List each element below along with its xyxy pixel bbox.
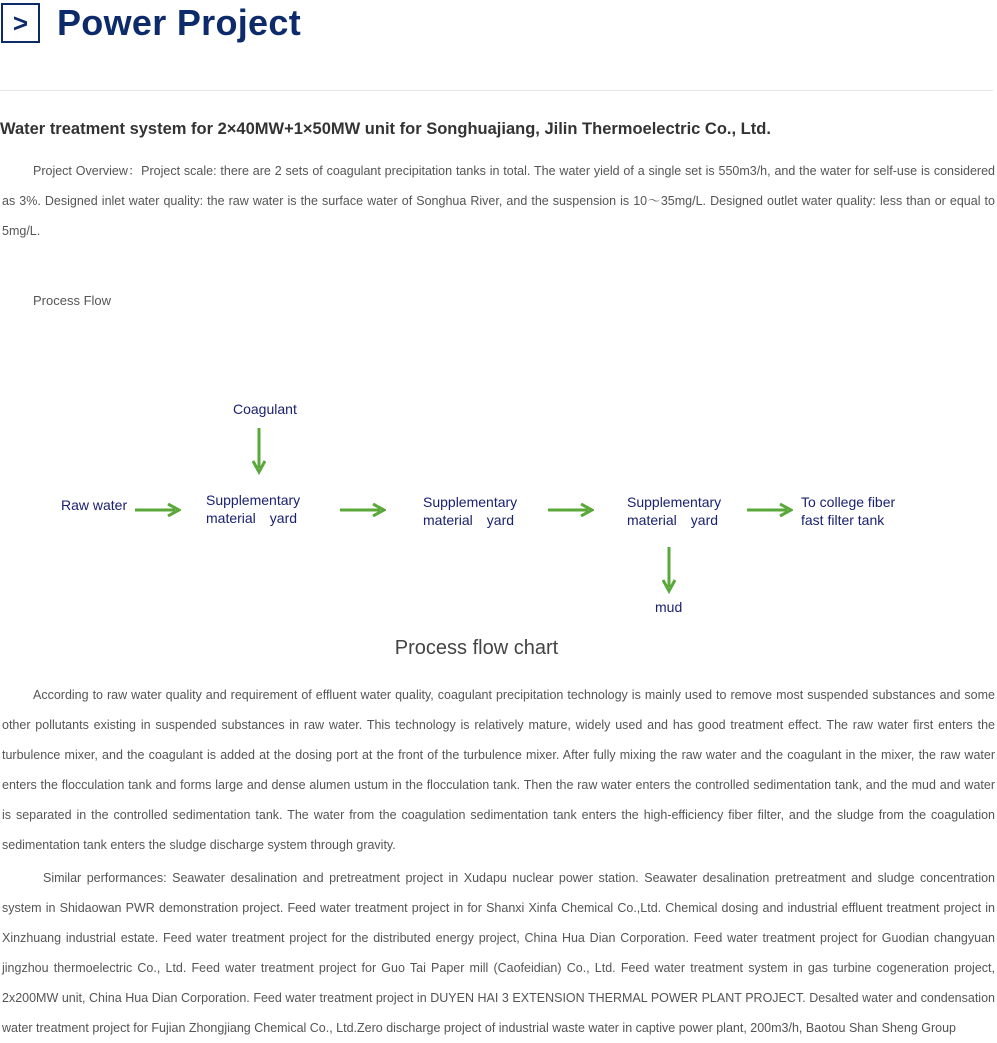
- header-divider: [0, 90, 993, 91]
- node-supplementary-yard-3: [627, 493, 721, 529]
- arrow-down-icon: [252, 428, 266, 476]
- arrow-right-icon: [135, 503, 181, 517]
- node-line: material yard: [423, 512, 515, 528]
- process-description-text: According to raw water quality and requirement of effluent water quality, coagulant precipitation technology is mainly used to remove most suspended substances and some other pollutants existing in suspended substances in raw water. This technology is relatively mature, widely used and has good treatment effect. The raw water first enters the turbulence mixer, and the coagulant is added at the dosing port at the front of the turbulence mixer. After fully mixing the raw water and the coagulant in the mixer, the raw water enters the flocculation tank and forms large and dense alumen ustum in the flocculation tank. Then the raw water enters the controlled sedimentation tank, and the mud and water is separated in the controlled sedimentation tank. The water from the coagulation sedimentation tank enters the high-efficiency fiber filter, and the sludge from the coagulation sedimentation tank enters the sludge discharge system through gravity.: [2, 688, 995, 852]
- similar-performances: [2, 863, 995, 1043]
- node-line: material yard: [206, 510, 298, 526]
- node-mud: mud: [655, 599, 683, 615]
- node-line: fast filter tank: [801, 512, 885, 528]
- node-line: material yard: [627, 512, 719, 528]
- project-overview-text: Project Overview：Project scale: there are 2 sets of coagulant precipitation tanks in total. The water yield of a single set is 550m3/h, and the water for self-use is considered as 3%. Designed inlet water quality: the raw water is the surface water of Songhua River, and the suspension is 10～35mg/L. Designed outlet water quality: less than or equal to 5mg/L.: [2, 164, 995, 238]
- node-line: Supplementary: [206, 492, 301, 508]
- node-fiber-filter-tank: [801, 493, 895, 529]
- node-coagulant: Coagulant: [233, 401, 297, 417]
- node-supplementary-yard-1: [206, 491, 300, 527]
- project-title: Water treatment system for 2×40MW+1×50MW unit for Songhuajiang, Jilin Thermoelectric Co., Ltd.: [0, 120, 771, 138]
- node-raw-water: Raw water: [61, 497, 128, 513]
- arrow-right-icon: [747, 503, 793, 517]
- process-flow-label: Process Flow: [33, 293, 112, 308]
- arrow-right-icon: [340, 503, 386, 517]
- process-flow-caption: Process flow chart: [394, 637, 559, 659]
- node-line: Supplementary: [627, 494, 722, 510]
- arrow-down-icon: [662, 547, 676, 595]
- page-header: [0, 0, 997, 92]
- chevron-right-icon: [1, 3, 40, 43]
- arrow-right-icon: [548, 503, 594, 517]
- page-title: Power Project: [57, 2, 301, 43]
- node-line: To college fiber: [801, 494, 896, 510]
- node-supplementary-yard-2: [423, 493, 517, 529]
- project-overview: [2, 156, 995, 246]
- process-flow-diagram: [0, 390, 997, 630]
- node-line: Supplementary: [423, 494, 518, 510]
- similar-performances-text: Similar performances: Seawater desalination and pretreatment project in Xudapu nuclear power station. Seawater desalination pretreatment and sludge concentration system in Shidaowan PWR demonstration project. Feed water treatment project in for Shanxi Xinfa Chemical Co.,Ltd. Chemical dosing and industrial effluent treatment project in Xinzhuang industrial estate. Feed water treatment project for the distributed energy project, China Hua Dian Corporation. Feed water treatment project for Guodian changyuan jingzhou thermoelectric Co., Ltd. Feed water treatment project for Guo Tai Paper mill (Caofeidian) Co., Ltd. Feed water treatment system in gas turbine cogeneration project, 2x200MW unit, China Hua Dian Corporation. Feed water treatment project in DUYEN HAI 3 EXTENSION THERMAL POWER PLANT PROJECT. Desalted water and condensation water treatment project for Fujian Zhongjiang Chemical Co., Ltd.Zero discharge project of industrial waste water in captive power plant, 200m3/h, Baotou Shan Sheng Group: [2, 871, 995, 1035]
- chevron-symbol: >: [12, 8, 29, 38]
- process-description: [2, 680, 995, 860]
